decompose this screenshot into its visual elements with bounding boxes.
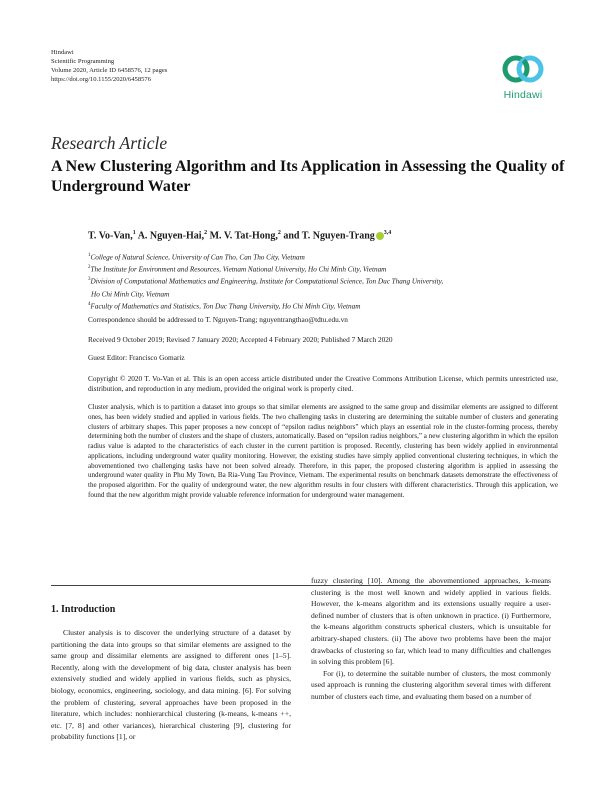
affiliation-text: Division of Computational Mathematics and Engineering, Institute for Computational Science, Ton Duc Thang University, <box>90 277 444 286</box>
copyright-notice: Copyright © 2020 T. Vo-Van et al. This is an open access article distributed under the Creative Commons Attribution License, which permits unrestricted use, distribution, and reproduction in any medium, provided the original work is properly cited. <box>88 374 558 393</box>
author-affiliation-sup: 2 <box>204 230 208 236</box>
affiliation-number: 3 <box>88 277 91 283</box>
author-name[interactable]: M. V. Tat-Hong, <box>207 230 278 242</box>
affiliation-item <box>88 275 558 287</box>
hindawi-logo-text: Hindawi <box>503 89 543 101</box>
affiliation-item <box>88 251 558 263</box>
doi-link[interactable]: https://doi.org/10.1155/2020/6458576 <box>51 75 152 83</box>
affiliation-item <box>88 300 558 312</box>
publisher-name: Hindawi <box>51 49 74 56</box>
affiliation-text: College of Natural Science, University of Can Tho, Can Tho City, Vietnam <box>90 253 305 262</box>
author-list <box>88 230 558 241</box>
affiliation-number: 2 <box>88 265 91 271</box>
affiliation-number: 1 <box>88 253 91 258</box>
article-title: A New Clustering Algorithm and Its Application in Assessing the Quality of Underground Water <box>51 158 565 195</box>
body-paragraph: Cluster analysis is to discover the underlying structure of a dataset by partitioning the data into groups so that similar elements are assigned to the same group and dissimilar elements are assigned to different ones [1–5]. Recently, along with the development of big data, cluster analysis has been extensively studied and widely applied in various fields, such as physics, biology, economics, engineering, sociology, and data mining. [6]. For solving the problem of clustering, several approaches have been proposed in the literature, which includes: nonhierarchical clustering (k-means, k-means ++, etc. [7, 8] and other variances), hierarchical clustering [9], clustering for probability functions [1], or <box>51 628 291 742</box>
left-column <box>51 627 291 743</box>
correspondence-line: Correspondence should be addressed to T. Nguyen-Trang; nguyentrangthao@tdtu.edu.vn <box>88 315 348 324</box>
author-name[interactable]: A. Nguyen-Hai, <box>135 230 205 242</box>
author-name[interactable]: T. Vo-Van, <box>88 230 133 242</box>
affiliation-item <box>88 288 558 300</box>
affiliation-text: Faculty of Mathematics and Statistics, Ton Duc Thang University, Ho Chi Minh City, Vietnam <box>90 302 361 311</box>
volume-line: Volume 2020, Article ID 6458576, 12 pages <box>51 66 168 74</box>
orcid-icon[interactable] <box>376 232 384 240</box>
affiliation-text: Ho Chi Minh City, Vietnam <box>91 289 170 298</box>
author-affiliation-sup: 1 <box>132 230 136 236</box>
introduction-heading: 1. Introduction <box>51 604 116 615</box>
abstract: Cluster analysis, which is to partition a dataset into groups so that similar elements are assigned to the same group and dissimilar elements are assigned to different ones, has been widely studied and applied in various fields. The two challenging tasks in clustering are determining the suitable number of clusters and generating clusters of arbitrary shapes. This paper proposes a new concept of “epsilon radius neighbors” which plays an essential role in the cluster-forming process, thereby determining both the number of clusters and the shape of clusters, automatically. Based on “epsilon radius neighbors,” a new clustering algorithm in which the epsilon radius value is adapted to the characteristics of each cluster in the current partition is proposed. Recently, clustering has been widely applied in environmental applications, including underground water quality monitoring. However, the existing studies have simply applied conventional clustering techniques, in which the abovementioned two challenging tasks have not been solved already. Therefore, in this paper, the proposed clustering algorithm is applied in assessing the underground water quality in Phu My Town, Ba Ria-Vung Tau Province, Vietnam. The experimental results on benchmark datasets demonstrate the effectiveness of the proposed algorithm. For the quality of underground water, the new algorithm results in four clusters with different characteristics. Through this application, we found that the new algorithm might provide valuable reference information for underground water management. <box>88 403 558 499</box>
journal-name: Scientific Programming <box>51 57 115 65</box>
guest-editor: Guest Editor: Francisco Gomariz <box>88 353 185 362</box>
author-affiliation-sup: 2 <box>277 230 281 236</box>
affiliations <box>88 251 558 312</box>
article-type: Research Article <box>51 133 168 153</box>
body-paragraph: fuzzy clustering [10]. Among the abovementioned approaches, k-means clustering is the most well known and widely applied in various fields. However, the k-means algorithm and its extensions usually require a user-defined number of clusters that is often unknown in practice. (i) Furthermore, the k-means algorithm constructs spherical clusters, which is unsuitable for arbitrary-shaped clusters. (ii) The above two problems have been the major drawbacks of clustering so far, which lead to many difficulties and challenges in solving this problem [6]. <box>311 576 551 667</box>
affiliation-item <box>88 263 558 275</box>
right-column <box>311 575 551 703</box>
publication-dates: Received 9 October 2019; Revised 7 January 2020; Accepted 4 February 2020; Published 7 March 2020 <box>88 335 393 344</box>
hindawi-logo-icon <box>501 50 545 88</box>
affiliation-number: 4 <box>88 301 91 307</box>
affiliation-text: The Institute for Environment and Resources, Vietnam National University, Ho Chi Minh City, Vietnam <box>90 265 387 274</box>
author-affiliation-sup: 3,4 <box>383 230 392 236</box>
journal-meta <box>51 49 167 85</box>
author-name[interactable]: and T. Nguyen-Trang <box>280 230 375 242</box>
hindawi-logo <box>497 50 549 101</box>
body-paragraph: For (i), to determine the suitable number of clusters, the most commonly used approach is running the clustering algorithm several times with different number of clusters each time, and evaluating them based on a number of <box>311 668 551 701</box>
